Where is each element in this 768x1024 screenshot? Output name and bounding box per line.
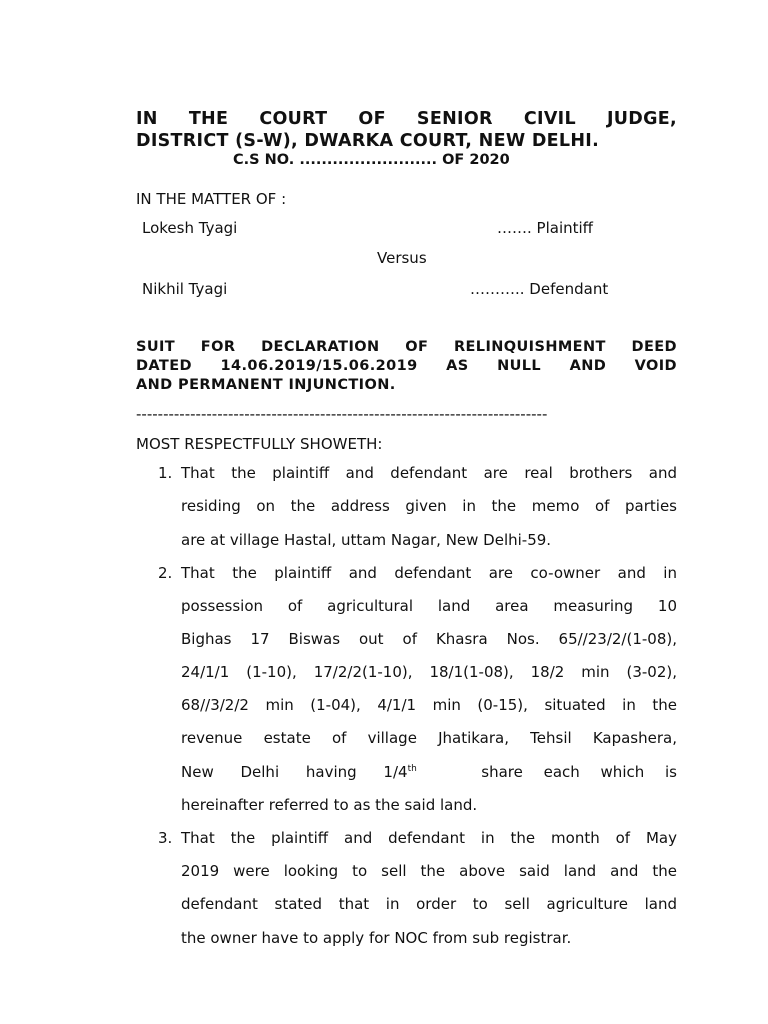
court-heading-line2: DISTRICT (S-W), DWARKA COURT, NEW DELHI.: [136, 131, 600, 151]
suit-title-line3: AND PERMANENT INJUNCTION.: [136, 377, 396, 393]
paragraph-line-share: [181, 763, 677, 781]
court-heading-line1: IN THE COURT OF SENIOR CIVIL JUDGE,: [136, 109, 677, 129]
paragraph-line: defendant stated that in order to sell agriculture land: [181, 895, 677, 913]
paragraph-number: 1.: [158, 464, 173, 482]
matter-label: IN THE MATTER OF :: [136, 190, 287, 208]
share-text-tail: share each which is: [481, 763, 677, 781]
paragraph-line: Bighas 17 Biswas out of Khasra Nos. 65//23/2/(1-08),: [181, 630, 677, 648]
case-number: C.S NO. ......................... OF 2020: [233, 152, 510, 168]
plaintiff-name: Lokesh Tyagi: [142, 219, 238, 237]
paragraph-line: 68//3/2/2 min (1-04), 4/1/1 min (0-15), situated in the: [181, 696, 677, 714]
paragraph-line: are at village Hastal, uttam Nagar, New Delhi-59.: [181, 531, 552, 549]
paragraph-line: the owner have to apply for NOC from sub registrar.: [181, 929, 572, 947]
superscript-th: th: [407, 764, 417, 774]
defendant-role: ……….. Defendant: [470, 280, 609, 298]
defendant-name: Nikhil Tyagi: [142, 280, 228, 298]
plaintiff-role: ……. Plaintiff: [497, 219, 593, 237]
suit-title-line1: SUIT FOR DECLARATION OF RELINQUISHMENT DEED: [136, 339, 677, 355]
paragraph-line: 2019 were looking to sell the above said land and the: [181, 862, 677, 880]
paragraph-line: 24/1/1 (1-10), 17/2/2(1-10), 18/1(1-08), 18/2 min (3-02),: [181, 663, 677, 681]
paragraph-line: hereinafter referred to as the said land.: [181, 796, 478, 814]
paragraph-line: That the plaintiff and defendant are real brothers and: [181, 464, 677, 482]
showeth-heading: MOST RESPECTFULLY SHOWETH:: [136, 435, 383, 453]
paragraph-number: 2.: [158, 564, 173, 582]
paragraph-line: residing on the address given in the memo of parties: [181, 497, 677, 515]
suit-title-line2: DATED 14.06.2019/15.06.2019 AS NULL AND VOID: [136, 358, 677, 374]
paragraph-line: That the plaintiff and defendant are co-owner and in: [181, 564, 677, 582]
paragraph-line: possession of agricultural land area measuring 10: [181, 597, 677, 615]
paragraph-line: That the plaintiff and defendant in the month of May: [181, 829, 677, 847]
paragraph-line: revenue estate of village Jhatikara, Tehsil Kapashera,: [181, 729, 677, 747]
share-text: New Delhi having 1/4th: [181, 763, 417, 781]
separator-line: ----------------------------------------------------------------------------: [136, 405, 548, 423]
paragraph-number: 3.: [158, 829, 173, 847]
versus-label: Versus: [377, 249, 427, 267]
